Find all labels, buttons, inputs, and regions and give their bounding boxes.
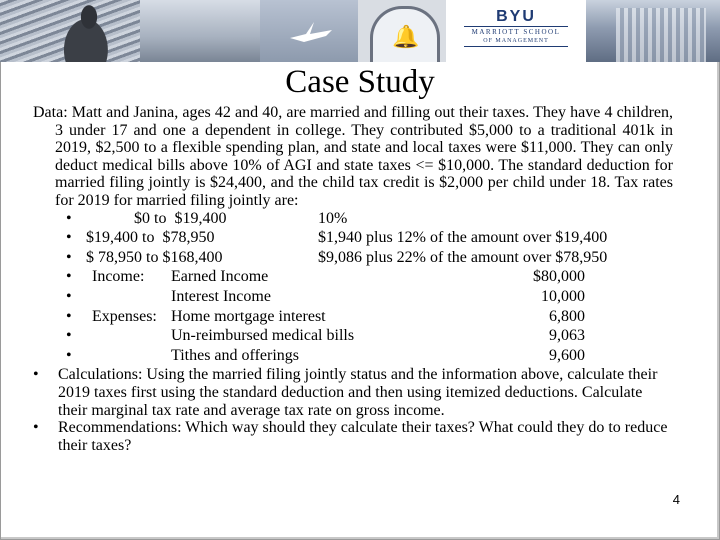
calculations-text: Calculations: Using the married filing jointly status and the information above, calculate their 2019 taxes first using the standard deduction and then using itemized deductions. Calculate their marginal tax rate and average tax rate on gross income.	[58, 366, 658, 419]
item-row	[33, 288, 673, 308]
bracket-range: $0 to $19,400	[134, 209, 227, 227]
recommendations-text: Recommendations: Which way should they calculate their taxes? What could they do to reduce their taxes?	[58, 419, 668, 454]
income-expense-list	[33, 268, 673, 366]
item-name: Earned Income	[171, 268, 269, 286]
building-facade	[616, 8, 706, 62]
bell-icon: 🔔	[392, 24, 420, 49]
bracket-rate: 10%	[318, 209, 348, 227]
item-name: Home mortgage interest	[171, 307, 326, 325]
bullet: •	[66, 307, 72, 325]
bullet: •	[66, 229, 72, 247]
item-amount: 9,600	[549, 346, 585, 364]
bracket-range: $19,400 to $78,950	[86, 229, 215, 247]
byu-marriott-logo	[446, 0, 586, 62]
bracket-row	[33, 229, 673, 249]
bullet: •	[33, 366, 39, 384]
recommendations-bullet	[33, 419, 673, 454]
logo-divider	[464, 26, 568, 27]
item-amount: $80,000	[533, 268, 585, 286]
banner-photo-statue	[0, 0, 140, 62]
bullet: •	[33, 419, 39, 437]
item-row	[33, 327, 673, 347]
item-amount: 9,063	[549, 327, 585, 345]
bullet: •	[66, 346, 72, 364]
bracket-row	[33, 249, 673, 269]
item-row	[33, 308, 673, 328]
statue-silhouette	[58, 2, 120, 62]
page-number: 4	[672, 492, 680, 507]
school-name-line2: OF MANAGEMENT	[483, 38, 549, 44]
slide-title: Case Study	[285, 64, 435, 100]
school-name-line1: MARRIOTT SCHOOL	[471, 28, 561, 36]
bracket-row	[33, 210, 673, 230]
bracket-rate: $1,940 plus 12% of the amount over $19,400	[318, 229, 608, 247]
bullet: •	[66, 209, 72, 227]
bullet: •	[66, 327, 72, 345]
banner-photo-panel	[140, 0, 260, 62]
bracket-rate: $9,086 plus 22% of the amount over $78,950	[318, 248, 608, 266]
y-mountain-logo-icon	[286, 16, 336, 46]
slide-body	[33, 104, 673, 454]
item-category: Expenses:	[92, 307, 157, 325]
item-name: Interest Income	[171, 287, 271, 305]
banner-photo-building	[586, 0, 720, 62]
item-row	[33, 268, 673, 288]
item-amount: 10,000	[541, 287, 585, 305]
bullet: •	[66, 268, 72, 286]
item-category: Income:	[92, 268, 145, 286]
item-name: Tithes and offerings	[171, 346, 299, 364]
intro-paragraph: Data: Matt and Janina, ages 42 and 40, are married and filling out their taxes. They have 4 children, 3 under 17 and one a dependent in college. They contributed $5,000 to a traditional 401k in 2019, $2,500 to a flexible spending plan, and state and local taxes were $11,000. They can only deduct medical bills above 10% of AGI and state taxes <= $10,000. The standard deduction for married filing jointly is $24,400, and the child tax credit is $2,000 per child under 18. Tax rates for 2019 for married filing jointly are:	[33, 104, 673, 209]
item-amount: 6,800	[549, 307, 585, 325]
bracket-range: $ 78,950 to $168,400	[86, 248, 223, 266]
calculations-bullet	[33, 366, 673, 419]
header-banner	[0, 0, 720, 62]
tax-bracket-list	[33, 210, 673, 269]
bullet: •	[66, 287, 72, 305]
byu-logo-text: BYU	[496, 8, 536, 25]
item-name: Un-reimbursed medical bills	[171, 327, 355, 345]
item-row	[33, 347, 673, 367]
bullet: •	[66, 248, 72, 266]
logo-divider	[464, 46, 568, 47]
